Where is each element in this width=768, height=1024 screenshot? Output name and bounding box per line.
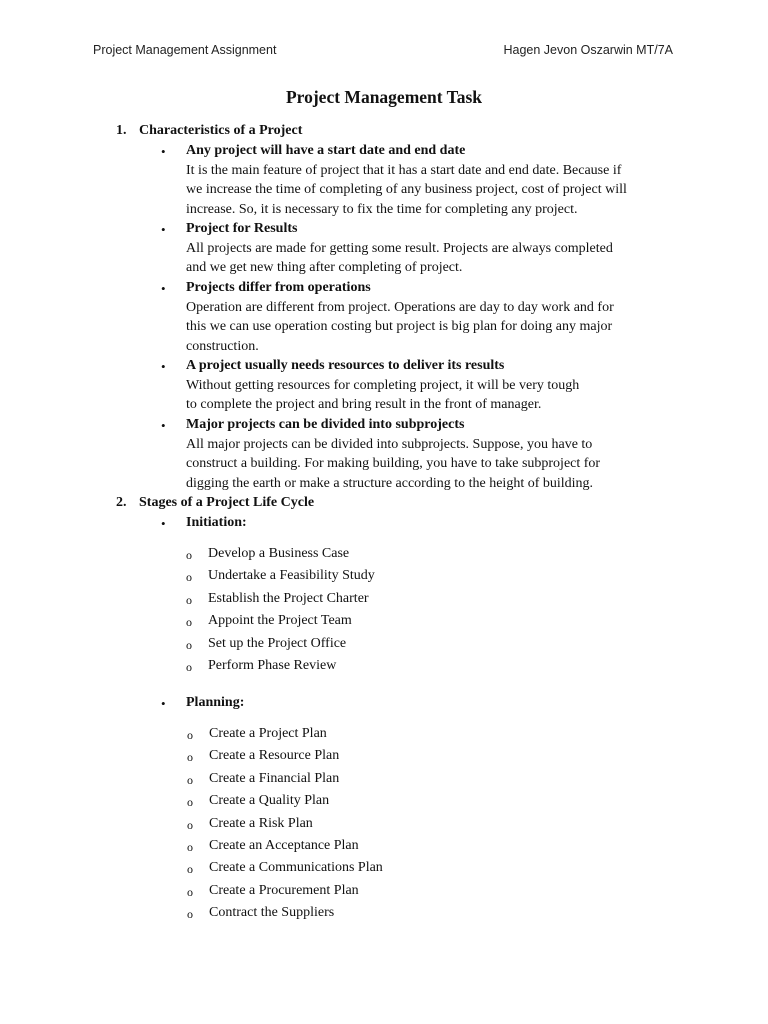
section-number: 2. bbox=[116, 495, 127, 510]
stage-step: Create a Quality Plan bbox=[209, 793, 330, 808]
item-text-line: increase. So, it is necessary to fix the time for completing any project. bbox=[186, 202, 578, 217]
stage-step: Create a Procurement Plan bbox=[209, 883, 359, 898]
document-title: Project Management Task bbox=[285, 87, 483, 107]
circle-bullet-icon: o bbox=[186, 638, 192, 652]
item-text-line: to complete the project and bring result in the front of manager. bbox=[186, 397, 542, 412]
bullet-icon: • bbox=[161, 144, 166, 159]
stage-step: Contract the Suppliers bbox=[209, 905, 335, 920]
circle-bullet-icon: o bbox=[186, 615, 192, 629]
item-text-line: and we get new thing after completing of project. bbox=[186, 260, 463, 275]
circle-bullet-icon: o bbox=[187, 907, 193, 921]
item-text-line: we increase the time of completing of any business project, cost of project will bbox=[186, 182, 627, 197]
circle-bullet-icon: o bbox=[186, 548, 192, 562]
stage-step: Create a Resource Plan bbox=[209, 748, 340, 763]
circle-bullet-icon: o bbox=[187, 750, 193, 764]
header-left: Project Management Assignment bbox=[93, 43, 277, 57]
item-heading: Project for Results bbox=[186, 221, 298, 236]
circle-bullet-icon: o bbox=[187, 840, 193, 854]
item-heading: A project usually needs resources to deliver its results bbox=[186, 358, 505, 373]
stage-step: Undertake a Feasibility Study bbox=[208, 568, 375, 583]
stage-step: Set up the Project Office bbox=[208, 636, 347, 651]
stage-step: Develop a Business Case bbox=[208, 546, 350, 561]
item-text-line: Operation are different from project. Operations are day to day work and for bbox=[186, 300, 614, 315]
section-title: Characteristics of a Project bbox=[139, 123, 303, 138]
section-title: Stages of a Project Life Cycle bbox=[139, 495, 315, 510]
stage-step: Appoint the Project Team bbox=[208, 613, 352, 628]
bullet-icon: • bbox=[161, 281, 166, 296]
circle-bullet-icon: o bbox=[187, 773, 193, 787]
bullet-icon: • bbox=[161, 418, 166, 433]
stage-heading: Planning: bbox=[186, 695, 245, 710]
item-heading: Major projects can be divided into subprojects bbox=[186, 417, 465, 432]
item-heading: Any project will have a start date and end date bbox=[186, 143, 466, 158]
item-heading: Projects differ from operations bbox=[186, 280, 371, 295]
bullet-icon: • bbox=[161, 359, 166, 374]
circle-bullet-icon: o bbox=[187, 728, 193, 742]
header-right: Hagen Jevon Oszarwin MT/7A bbox=[503, 43, 673, 57]
item-text-line: construct a building. For making building, you have to take subproject for bbox=[186, 456, 601, 471]
circle-bullet-icon: o bbox=[187, 862, 193, 876]
circle-bullet-icon: o bbox=[187, 795, 193, 809]
item-text-line: All major projects can be divided into subprojects. Suppose, you have to bbox=[186, 437, 593, 452]
item-text-line: All projects are made for getting some result. Projects are always completed bbox=[186, 241, 613, 256]
stage-step: Create a Risk Plan bbox=[209, 816, 313, 831]
bullet-icon: • bbox=[161, 696, 166, 711]
circle-bullet-icon: o bbox=[187, 885, 193, 899]
bullet-icon: • bbox=[161, 222, 166, 237]
item-text-line: Without getting resources for completing project, it will be very tough bbox=[186, 378, 580, 393]
item-text-line: digging the earth or make a structure according to the height of building. bbox=[186, 476, 594, 491]
circle-bullet-icon: o bbox=[186, 593, 192, 607]
stage-step: Create a Communications Plan bbox=[209, 860, 383, 875]
stage-step: Establish the Project Charter bbox=[208, 591, 369, 606]
item-text-line: this we can use operation costing but project is big plan for doing any major bbox=[186, 319, 613, 334]
item-text-line: construction. bbox=[186, 339, 259, 354]
stage-step: Create a Financial Plan bbox=[209, 771, 340, 786]
circle-bullet-icon: o bbox=[186, 570, 192, 584]
stage-step: Perform Phase Review bbox=[208, 658, 337, 673]
item-text-line: It is the main feature of project that it has a start date and end date. Because if bbox=[186, 163, 622, 178]
stage-step: Create a Project Plan bbox=[209, 726, 327, 741]
stage-step: Create an Acceptance Plan bbox=[209, 838, 359, 853]
section-number: 1. bbox=[116, 123, 127, 138]
bullet-icon: • bbox=[161, 516, 166, 531]
circle-bullet-icon: o bbox=[186, 660, 192, 674]
circle-bullet-icon: o bbox=[187, 818, 193, 832]
stage-heading: Initiation: bbox=[186, 515, 247, 530]
